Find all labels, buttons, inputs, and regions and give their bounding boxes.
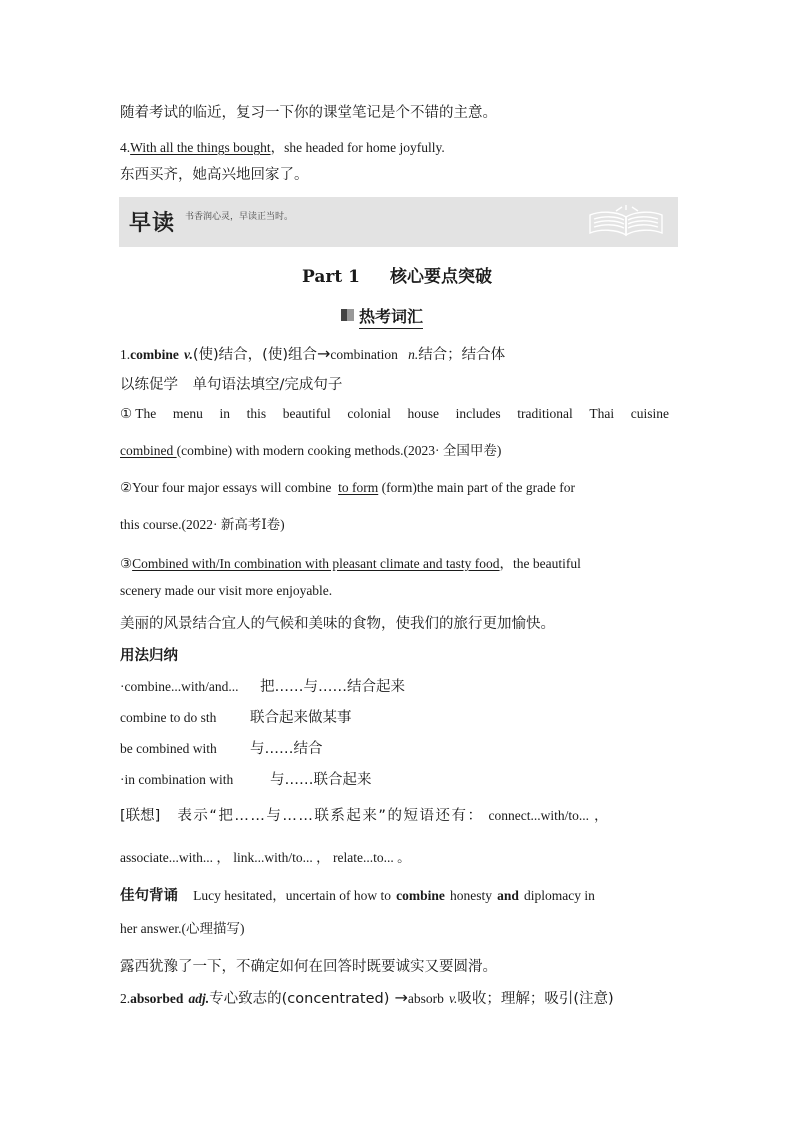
- headword: combine: [130, 347, 179, 362]
- exercise-text: ②Your four major essays will combine: [120, 480, 332, 495]
- association-separator: ，: [594, 808, 608, 823]
- good-sentence-text: diplomacy in: [523, 888, 595, 903]
- exercise-text: ，the beautiful: [499, 556, 581, 571]
- good-sentence-translation: 露西犹豫了一下，不确定如何在回答时既要诚实又要圆滑。: [120, 959, 497, 975]
- word-meaning: 专心致志的(concentrated): [209, 991, 390, 1007]
- exercise-answer: combined: [120, 443, 177, 458]
- usage-meaning: 与……联合起来: [270, 772, 372, 788]
- usage-item: [120, 675, 405, 696]
- section-marker-icon: [341, 308, 355, 322]
- derived-pos: n.: [408, 347, 419, 362]
- part-of-speech: adj.: [188, 991, 210, 1006]
- good-sentence-text: honesty: [449, 888, 492, 903]
- exercise-word: house: [407, 406, 439, 421]
- usage-phrase: be combined with: [120, 741, 217, 756]
- derived-word: combination: [330, 347, 398, 362]
- usage-item: [120, 706, 352, 727]
- word-number: 1.: [120, 347, 131, 362]
- exercise-number: 4.: [120, 140, 131, 155]
- exercise-answer: With all the things bought: [130, 140, 271, 155]
- exercise-3-line-1: [120, 552, 581, 572]
- association-line-1: [120, 804, 608, 825]
- usage-phrase: ·combine...with/and...: [120, 679, 239, 694]
- usage-meaning: 联合起来做某事: [250, 710, 352, 726]
- exercise-1-line-1: [120, 406, 669, 422]
- exercise-1-line-2: [120, 439, 501, 459]
- part-title: [0, 262, 794, 287]
- derived-meaning: 结合；结合体: [418, 347, 506, 363]
- good-sentence-keyword: and: [497, 888, 519, 903]
- usage-meaning: 与……结合: [250, 741, 323, 757]
- exercise-text: (form)the main part of the grade for: [381, 480, 576, 495]
- association-label: [联想]: [120, 808, 161, 824]
- usage-meaning: 把……与……结合起来: [260, 679, 405, 695]
- good-sentence-line-1: [120, 884, 672, 905]
- good-sentence-line-2: her answer.(心理描写): [120, 921, 245, 936]
- exercise-word: in: [219, 406, 230, 421]
- usage-phrase: combine to do sth: [120, 710, 217, 725]
- exercise-3-translation: 美丽的风景结合宜人的气候和美味的食物，使我们的旅行更加愉快。: [120, 616, 555, 632]
- part-of-speech: v.: [183, 347, 193, 362]
- good-sentence-text: Lucy hesitated，uncertain of how to: [193, 888, 392, 903]
- exercise-2-line-1: [120, 480, 575, 496]
- word-entry-absorbed: [120, 987, 614, 1008]
- part-heading: 核心要点突破: [389, 267, 492, 287]
- derivation-arrow: →: [316, 344, 331, 363]
- exercise-answer: Combined with/In combination with pleasant climate and tasty food: [132, 556, 500, 571]
- intro-chinese-line: 随着考试的临近，复习一下你的课堂笔记是个不错的主意。: [120, 105, 497, 121]
- open-book-icon: [586, 205, 666, 239]
- exercise-word: beautiful: [282, 406, 331, 421]
- banner-subtitle: 书香润心灵，早读正当时。: [185, 212, 294, 222]
- exercise-word: traditional: [517, 406, 573, 421]
- word-entry-combine: [120, 343, 505, 364]
- exercise-4-translation: 东西买齐，她高兴地回家了。: [120, 167, 309, 183]
- exercise-text: ，she headed for home joyfully.: [270, 140, 445, 155]
- practice-heading: 以练促学 单句语法填空/完成句子: [120, 377, 343, 393]
- association-text: 表示“把……与……联系起来”的短语还有：: [177, 808, 484, 824]
- derived-word: absorb: [407, 991, 444, 1006]
- good-sentence-keyword: combine: [396, 888, 445, 903]
- part-label: Part 1: [302, 267, 360, 287]
- exercise-4: [120, 136, 445, 156]
- exercise-word: this: [246, 406, 267, 421]
- derived-meaning: 吸收；理解；吸引(注意): [457, 991, 614, 1007]
- morning-reading-banner: [119, 197, 678, 247]
- exercise-number: ③: [120, 556, 133, 571]
- exercise-word: includes: [455, 406, 501, 421]
- usage-phrase: ·in combination with: [120, 772, 234, 787]
- derivation-arrow: →: [394, 988, 408, 1007]
- usage-heading: 用法归纳: [120, 648, 178, 664]
- banner-title: 早读: [129, 211, 176, 236]
- exercise-word: cuisine: [630, 406, 669, 421]
- exercise-word: ① The: [120, 406, 157, 421]
- association-line-2: associate...with... ， link...with/to... ， relate...to... 。: [120, 850, 411, 865]
- good-sentence-heading: 佳句背诵: [120, 888, 178, 904]
- headword: absorbed: [130, 991, 184, 1006]
- association-phrase: connect...with/to...: [488, 808, 590, 823]
- exercise-answer: to form: [338, 480, 379, 495]
- word-number: 2.: [120, 991, 131, 1006]
- derived-pos: v.: [449, 991, 458, 1006]
- word-meaning: (使)结合，(使)组合: [192, 347, 317, 363]
- usage-item: [120, 768, 372, 789]
- exercise-2-line-2: this course.(2022· 新高考Ⅰ卷): [120, 517, 285, 532]
- exercise-3-line-2: scenery made our visit more enjoyable.: [120, 583, 333, 598]
- section-title: 热考词汇: [359, 304, 423, 329]
- exercise-text: (combine) with modern cooking methods.(2023· 全国甲卷): [176, 443, 502, 458]
- exercise-word: colonial: [347, 406, 391, 421]
- exercise-word: Thai: [589, 406, 615, 421]
- exercise-word: menu: [172, 406, 203, 421]
- usage-item: [120, 737, 323, 758]
